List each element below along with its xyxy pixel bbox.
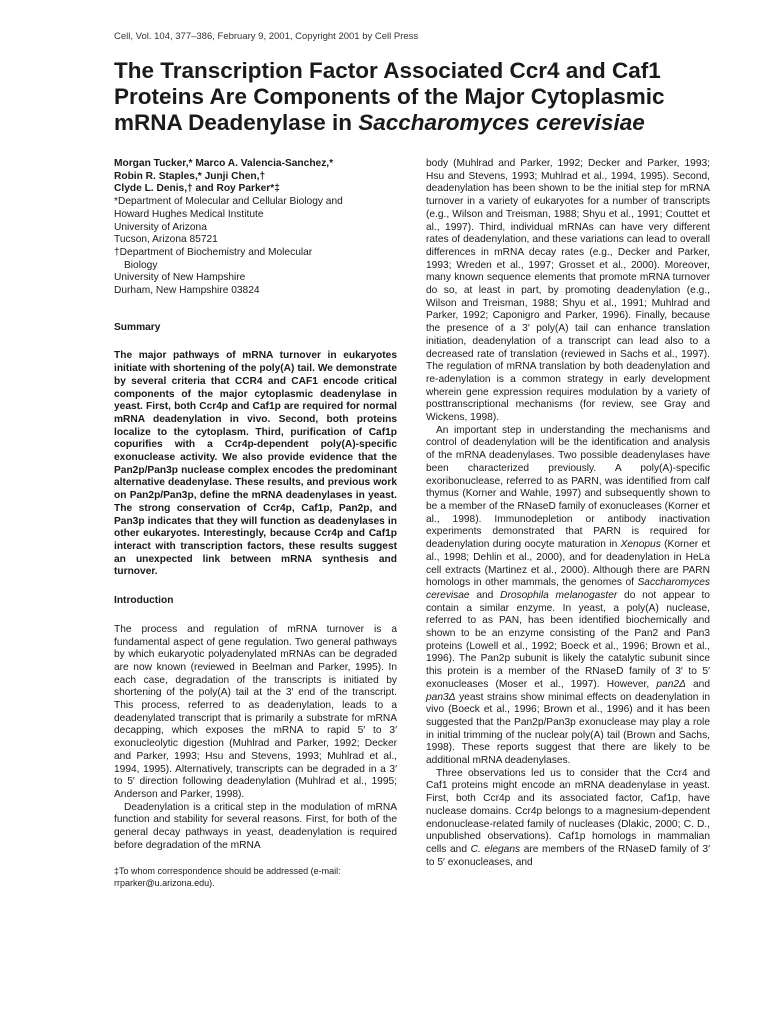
correspondence-footnote: ‡To whom correspondence should be addressed (e-mail: rrparker@u.arizona.edu). xyxy=(114,866,341,888)
author-list xyxy=(114,158,397,196)
italic-term: Xenopus xyxy=(620,539,661,551)
text-run: are members of the RNaseD family of 3′ to 5′ exonucleases, and xyxy=(426,843,710,868)
body-paragraph-2 xyxy=(426,425,710,768)
introduction-heading: Introduction xyxy=(114,595,174,607)
journal-citation: Cell, Vol. 104, 377–386, February 9, 2001, Copyright 2001 by Cell Press xyxy=(114,31,419,42)
affiliation-line: Durham, New Hampshire 03824 xyxy=(114,285,260,297)
title-line-3 xyxy=(114,110,734,136)
right-column xyxy=(426,158,710,869)
title-species: Saccharomyces cerevisiae xyxy=(358,110,645,135)
author-line: Morgan Tucker,* Marco A. Valencia-Sanchez,* xyxy=(114,158,334,169)
title-line-3-prefix: mRNA Deadenylase in xyxy=(114,110,359,135)
text-run: (Korner et al., 1998; Dehlin et al., 2000), and for deadenylation in HeLa cell extracts (Martinez et al., 2000). Although there are PARN homologs in other mammals, the genomes of xyxy=(426,539,710,589)
title-line-1: The Transcription Factor Associated Ccr4 and Caf1 xyxy=(114,58,661,83)
author-line: Clyde L. Denis,† and Roy Parker*‡ xyxy=(114,183,280,195)
italic-term: pan2Δ xyxy=(656,678,686,690)
affiliation-line: *Department of Molecular and Cellular Biology and xyxy=(114,196,343,208)
summary-text: The major pathways of mRNA turnover in eukaryotes initiate with shortening of the poly(A) tail. We demonstrate by several criteria that CCR4 and CAF1 encode critical components of the major cytoplasmic deadenylase in yeast. First, both Ccr4p and Caf1p are required for normal mRNA deadenylation in vivo. Second, both proteins localize to the cytoplasm. Third, purification of Caf1p copurifies with a Ccr4p-dependent poly(A)-specific exonuclease activity. We also provide evidence that the Pan2p/Pan3p nuclease complex encodes the predominant alternative deadenylase. These results, and previous work on Pan2p/Pan3p, define the mRNA deadenylases in yeast. The strong conservation of Ccr4p, Caf1p, Pan2p, and Pan3p indicates that they will function as deadenylases in other eukaryotes. Interestingly, because Ccr4p and Caf1p interact with transcription factors, these results suggest an unexpected link between mRNA synthesis and turnover. xyxy=(114,350,397,578)
intro-paragraph-2: Deadenylation is a critical step in the modulation of mRNA function and stability for several reasons. First, for both of the general decay pathways in yeast, deadenylation is required before degradation of the mRNA xyxy=(114,801,397,851)
article-title xyxy=(114,58,734,136)
affiliation-line: Tucson, Arizona 85721 xyxy=(114,234,218,246)
author-line: Robin R. Staples,* Junji Chen,† xyxy=(114,170,266,182)
affiliation-line: University of New Hampshire xyxy=(114,272,246,284)
text-run: and xyxy=(469,589,501,601)
italic-term: Saccharomyces cerevisae xyxy=(426,577,710,601)
italic-term: Drosophila melanogaster xyxy=(500,589,618,601)
italic-term: pan3Δ xyxy=(426,691,456,703)
title-line-2: Proteins Are Components of the Major Cytoplasmic xyxy=(114,84,665,109)
text-run: An important step in understanding the mechanisms and control of deadenylation will be the identification and analysis of the mRNA deadenylases. Two possible deadenylases have been characterized previously. A poly(A)-specific exoribonuclease, referred to as PARN, was identified from calf thymus (Korner and Wahle, 1997) and subsequently shown to be a member of the RNaseD family of exonucleases (Korner et al., 1998). Immunodepletion or antibody inactivation experiments demonstrated that PARN is required for deadenylation during oocyte maturation in xyxy=(426,424,710,551)
body-paragraph-3 xyxy=(426,768,710,870)
affiliation-line: University of Arizona xyxy=(114,221,207,233)
italic-term: C. elegans xyxy=(470,843,521,855)
affiliations xyxy=(114,196,397,298)
intro-paragraph-1: The process and regulation of mRNA turnover is a fundamental aspect of gene regulation. Two general pathways by which eukaryotic polyadenylated mRNAs can be degraded are now known (reviewed in Beelman and Parker, 1995). In each case, degradation of the transcripts is initiated by shortening of the poly(A) tail at the 3′ end of the transcript. This process, referred to as deadenylation, leads to a deadenylated transcript that is primarily a substrate for mRNA decapping, which exposes the mRNA to rapid 5′ to 3′ exonucleolytic digestion (Muhlrad and Parker, 1992; Decker and Parker, 1993; Hsu and Stevens, 1993; Muhlrad et al., 1994, 1995). Alternatively, transcripts can be degraded in a 3′ to 5′ direction following deadenylation (Muhlrad et al., 1995; Anderson and Parker, 1998). xyxy=(114,623,397,800)
text-run: do not appear to contain a similar enzyme. In yeast, a poly(A) nuclease, referred to as PAN, has been identified biochemically and shown to be an enzyme consisting of the Pan2 and Pan3 proteins (Lowell et al., 1992; Boeck et al., 1996; Brown et al., 1996). The Pan2p subunit is likely the catalytic subunit since this protein is a member of the RNaseD family of 3′ to 5′ exonucleases (Moser et al., 1997). However, xyxy=(426,589,710,690)
text-run: yeast strains show minimal effects on deadenylation in vivo (Boeck et al., 1996; Brown et al., 1996) and it has been suggested that the Pan2p/Pan3p exonuclease may play a role in initial trimming of the nuclear poly(A) tail (Brown and Sachs, 1998). These reports suggest that there are likely to be additional mRNA deadenylases. xyxy=(426,691,710,767)
body-paragraph-1: body (Muhlrad and Parker, 1992; Decker and Parker, 1993; Hsu and Stevens, 1993; Muhlrad et al., 1994, 1995). Second, deadenylation has been shown to be the initial step for mRNA turnover in a variety of eukaryotes for a number of transcripts (e.g., Wilson and Treisman, 1988; Shyu et al., 1991; Couttet et al., 1997). Third, individual mRNAs can have very different rates of deadenylation, and these variations can lead to overall differences in mRNA decay rates (e.g., Decker and Parker, 1993; Wreden et al., 1997; Grosset et al., 2000). Moreover, many known sequence elements that promote mRNA turnover do so, at least in part, by promoting deadenylation (e.g., Wilson and Treisman, 1988; Shyu et al., 1991; Muhlrad and Parker, 1992; Caponigro and Parker, 1996). Finally, because the presence of a 3′ poly(A) tail can enhance translation initiation, deadenylation of a transcript can lead also to a decreased rate of translation (reviewed in Sachs et al., 1997). The regulation of mRNA translation by both deadenylation and re-adenylation is a common strategy in early development wherein gene expression requires modulation by a variety of posttranscriptional mechanisms (for review, see Gray and Wickens, 1998). xyxy=(426,158,710,424)
affiliation-line: Howard Hughes Medical Institute xyxy=(114,208,264,220)
left-column xyxy=(114,158,397,898)
text-run: and xyxy=(685,678,711,690)
affiliation-line: Biology xyxy=(124,259,158,271)
affiliation-line: †Department of Biochemistry and Molecular xyxy=(114,246,313,258)
text-run: Three observations led us to consider that the Ccr4 and Caf1 proteins might encode an mRNA deadenylase in yeast. First, both Ccr4p and its associated factor, Caf1p, have nuclease domains. Ccr4p belongs to a magnesium-dependent endonuclease-related family of nucleases (Dlakic, 2000; C. D., unpublished observations). Caf1p homologs in mammalian cells and xyxy=(426,767,710,855)
summary-heading: Summary xyxy=(114,321,161,333)
